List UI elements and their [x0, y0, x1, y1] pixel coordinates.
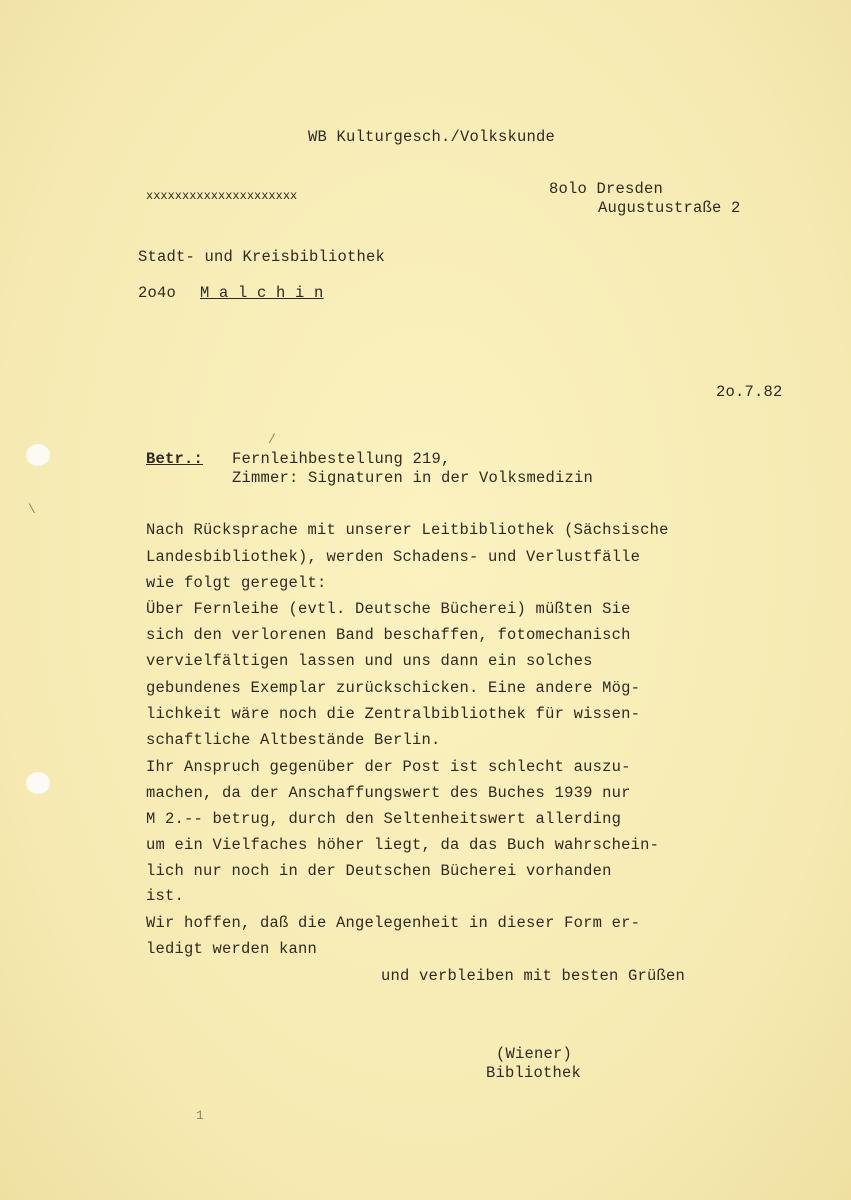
- body-line: ledigt werden kann: [146, 940, 318, 958]
- closing-phrase: und verbleiben mit besten Grüßen: [381, 967, 686, 985]
- body-line: gebundenes Exemplar zurückschicken. Eine andere Mög-: [146, 679, 641, 697]
- subject-label: Betr.:: [146, 450, 204, 468]
- recipient-city: M a l c h i n: [200, 284, 324, 302]
- pencil-mark: \: [28, 502, 36, 517]
- body-line: um ein Vielfaches höher liegt, da das Buch wahrschein-: [146, 836, 660, 854]
- body-line: Landesbibliothek), werden Schadens- und Verlustfälle: [146, 548, 641, 566]
- signature-role: Bibliothek: [486, 1064, 582, 1082]
- body-line: vervielfältigen lassen und uns dann ein solches: [146, 652, 593, 670]
- body-line: Über Fernleihe (evtl. Deutsche Bücherei) müßten Sie: [146, 600, 631, 618]
- body-line: M 2.-- betrug, durch den Seltenheitswert allerding: [146, 810, 622, 828]
- body-line: lich nur noch in der Deutschen Bücherei vorhanden: [146, 862, 612, 880]
- body-line: machen, da der Anschaffungswert des Buches 1939 nur: [146, 784, 631, 802]
- punch-hole-top: [26, 444, 50, 466]
- pencil-mark: /: [268, 432, 276, 447]
- pencil-mark: 1: [196, 1108, 204, 1123]
- sender-address-street: Augustustraße 2: [598, 199, 741, 217]
- recipient-name: Stadt- und Kreisbibliothek: [138, 248, 386, 266]
- body-line: Nach Rücksprache mit unserer Leitbibliothek (Sächsische: [146, 521, 669, 539]
- body-line: Wir hoffen, daß die Angelegenheit in dieser Form er-: [146, 914, 641, 932]
- body-line: wie folgt geregelt:: [146, 574, 327, 592]
- subject-line-2: Zimmer: Signaturen in der Volksmedizin: [232, 469, 594, 487]
- letter-date: 2o.7.82: [716, 383, 783, 401]
- subject-line-1: Fernleihbestellung 219,: [232, 450, 451, 468]
- body-line: ist.: [146, 887, 185, 905]
- body-line: Ihr Anspruch gegenüber der Post ist schlecht auszu-: [146, 758, 631, 776]
- punch-hole-bottom: [26, 772, 50, 794]
- sender-department: WB Kulturgesch./Volkskunde: [308, 128, 556, 146]
- recipient-postcode: 2o4o: [138, 284, 177, 302]
- signature-name: (Wiener): [496, 1045, 573, 1063]
- sender-address-city: 8olo Dresden: [549, 180, 664, 198]
- body-line: schaftliche Altbestände Berlin.: [146, 731, 441, 749]
- body-line: lichkeit wäre noch die Zentralbibliothek für wissen-: [146, 705, 641, 723]
- struck-out-text: xxxxxxxxxxxxxxxxxxxxx: [146, 189, 298, 203]
- body-line: sich den verlorenen Band beschaffen, fotomechanisch: [146, 626, 631, 644]
